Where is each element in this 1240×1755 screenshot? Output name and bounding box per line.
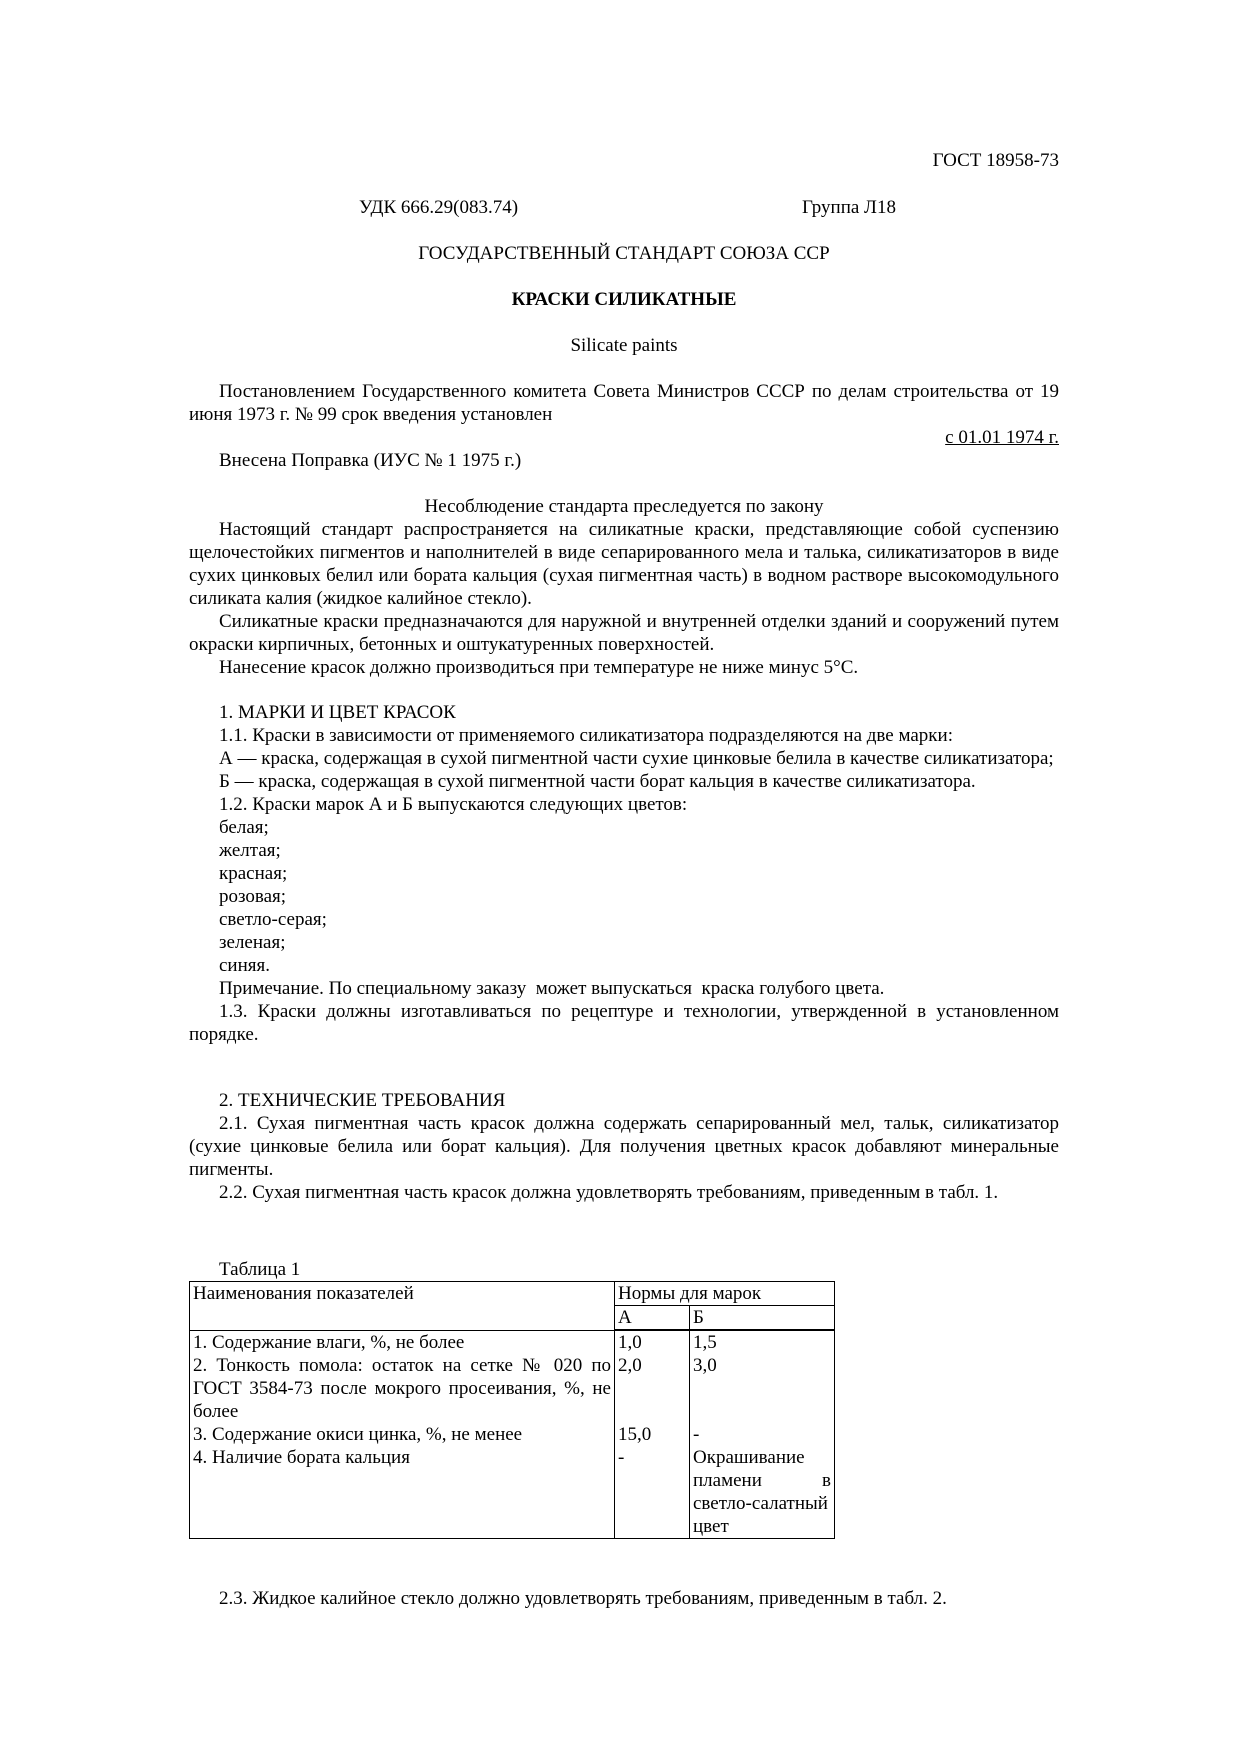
table-cell-a: - xyxy=(615,1446,690,1539)
udk-code: УДК 666.29(083.74) xyxy=(359,197,519,218)
table-cell-a: 15,0 xyxy=(615,1423,690,1446)
intro-paragraph-3: Нанесение красок должно производиться при температуре не ниже минус 5°С. xyxy=(219,657,859,678)
table-cell-name: 3. Содержание окиси цинка, %, не менее xyxy=(190,1423,615,1446)
table-row xyxy=(190,1330,835,1354)
table-caption: Таблица 1 xyxy=(219,1259,301,1280)
section-2 xyxy=(189,1089,1059,1204)
table-cell-name: 4. Наличие бората кальция xyxy=(190,1446,615,1539)
table-cell-b: Окрашивание пламени в светло-салатный цвет xyxy=(690,1446,835,1539)
table-cell-b: - xyxy=(690,1423,835,1446)
document-title: КРАСКИ СИЛИКАТНЫЕ xyxy=(511,289,737,310)
table-cell-a: 1,0 xyxy=(615,1330,690,1354)
table-cell-name: 1. Содержание влаги, %, не более xyxy=(190,1330,615,1354)
standard-code: ГОСТ 18958-73 xyxy=(932,150,1059,171)
table-row xyxy=(190,1423,835,1446)
table-header-grade-b: Б xyxy=(690,1306,835,1331)
para-2-3: 2.3. Жидкое калийное стекло должно удовлетворять требованиям, приведенным в табл. 2. xyxy=(219,1588,947,1609)
group-code: Группа Л18 xyxy=(802,197,896,218)
legal-notice: Несоблюдение стандарта преследуется по закону xyxy=(424,496,824,517)
color-item: светло-серая; xyxy=(219,909,327,930)
section-1-title: 1. МАРКИ И ЦВЕТ КРАСОК xyxy=(219,702,456,723)
para-1-1: 1.1. Краски в зависимости от применяемого силикатизатора подразделяются на две марки: xyxy=(219,725,953,746)
table-cell-b: 1,5 xyxy=(690,1330,835,1354)
para-grade-b: Б — краска, содержащая в сухой пигментной части борат кальция в качестве силикатизатора. xyxy=(219,771,976,792)
intro-paragraph-1: Настоящий стандарт распространяется на силикатные краски, представляющие собой суспензию щелочестойких пигментов и наполнителей в виде сепарированного мела и талька, силикатизаторов в виде сухих цинковых белил или бората кальция (сухая пигментная часть) в водном растворе высокомодульного силиката калия (жидкое калийное стекло). xyxy=(189,519,1059,609)
decree-paragraph: Постановлением Государственного комитета Совета Министров СССР по делам строительства от 19 июня 1973 г. № 99 срок введения установлен xyxy=(189,381,1059,425)
color-item: розовая; xyxy=(219,886,287,907)
section-2-title: 2. ТЕХНИЧЕСКИЕ ТРЕБОВАНИЯ xyxy=(219,1090,506,1111)
table-row xyxy=(190,1354,835,1423)
para-2-1: 2.1. Сухая пигментная часть красок должна содержать сепарированный мел, тальк, силикатизатор (сухие цинковые белила или борат кальция). Для получения цветных красок добавляют минеральные пигменты. xyxy=(189,1113,1059,1180)
para-1-3: 1.3. Краски должны изготавливаться по рецептуре и технологии, утвержденной в установленном порядке. xyxy=(189,1001,1059,1045)
color-item: желтая; xyxy=(219,840,281,861)
intro-paragraph-2: Силикатные краски предназначаются для наружной и внутренней отделки зданий и сооружений путем окраски кирпичных, бетонных и оштукатуренных поверхностей. xyxy=(189,611,1059,655)
table-header-indicator: Наименования показателей xyxy=(190,1282,615,1331)
table-row xyxy=(190,1446,835,1539)
amendment-note: Внесена Поправка (ИУС № 1 1975 г.) xyxy=(219,450,522,471)
table-cell-name: 2. Тонкость помола: остаток на сетке № 020 по ГОСТ 3584-73 после мокрого просеивания, %, не более xyxy=(190,1354,615,1423)
document-title-english: Silicate paints xyxy=(570,335,678,356)
para-1-2: 1.2. Краски марок А и Б выпускаются следующих цветов: xyxy=(219,794,688,815)
note-paragraph: Примечание. По специальному заказу может выпускаться краска голубого цвета. xyxy=(219,978,885,999)
section-1 xyxy=(189,701,1059,1046)
requirements-table xyxy=(189,1281,835,1539)
intro-body xyxy=(189,518,1059,679)
standard-authority: ГОСУДАРСТВЕННЫЙ СТАНДАРТ СОЮЗА ССР xyxy=(418,243,830,264)
color-item: синяя. xyxy=(219,955,270,976)
para-2-2: 2.2. Сухая пигментная часть красок должна удовлетворять требованиям, приведенным в табл. 1. xyxy=(219,1182,999,1203)
effective-date: с 01.01 1974 г. xyxy=(945,427,1059,448)
color-item: белая; xyxy=(219,817,269,838)
para-grade-a: А — краска, содержащая в сухой пигментной части сухие цинковые белила в качестве силикатизатора; xyxy=(219,748,1054,769)
table-header-grade-a: А xyxy=(615,1306,690,1331)
color-item: красная; xyxy=(219,863,288,884)
table-header-norms: Нормы для марок xyxy=(615,1282,835,1306)
table-cell-a: 2,0 xyxy=(615,1354,690,1423)
color-item: зеленая; xyxy=(219,932,286,953)
table-cell-b: 3,0 xyxy=(690,1354,835,1423)
